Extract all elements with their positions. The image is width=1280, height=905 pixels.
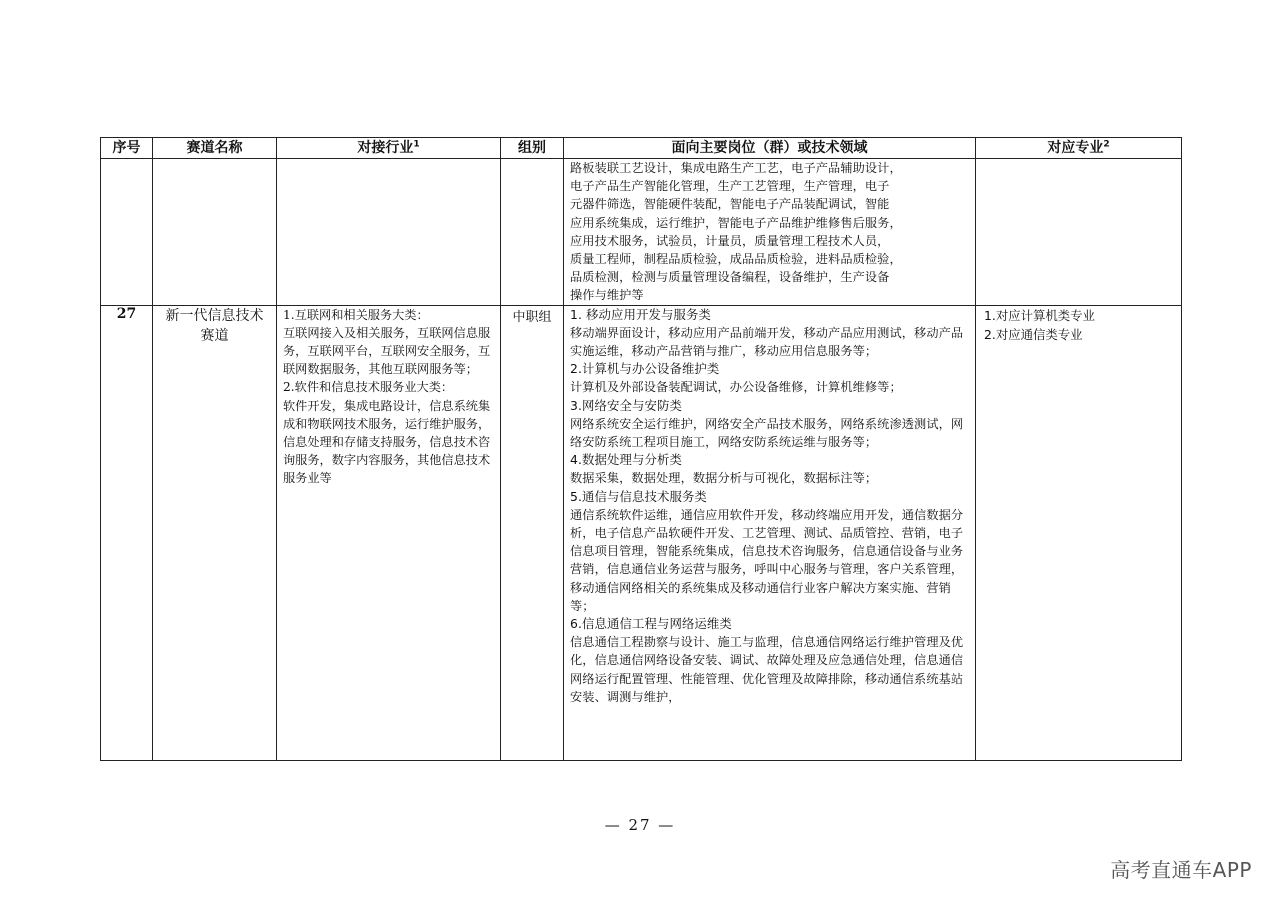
position-group-detail: 信息通信工程勘察与设计、施工与监理，信息通信网络运行维护管理及优化，信息通信网络设备安装、调试、故障处理及应急通信处理，信息通信网络运行配置管理、性能管理、优化管理及故障排除，移动通信系统基站安装、调测与维护， [570, 635, 964, 704]
row2-track-cell [153, 305, 277, 760]
competition-table [100, 137, 1182, 761]
position-group-title: 3.网络安全与安防类 [570, 397, 682, 413]
position-group-title: 4.数据处理与分析类 [570, 452, 682, 468]
row1-positions-text [564, 159, 975, 305]
header-industry-footnote: 1 [413, 139, 420, 150]
position-group-detail: 计算机及外部设备装配调试，办公设备维修，计算机维修等； [570, 380, 902, 395]
header-group: 组别 [501, 138, 564, 159]
row1-industry-cell [277, 159, 501, 306]
positions-line: 品质检测，检测与质量管理设备编程，设备维护，生产设备 [570, 270, 890, 285]
header-major [976, 138, 1182, 159]
position-group-detail: 移动端界面设计，移动应用产品前端开发，移动产品应用测试，移动产品实施运维，移动产品营销与推广，移动应用信息服务等； [570, 325, 964, 359]
positions-line: 操作与维护等 [570, 288, 644, 303]
track-name: 新一代信息技术赛道 [165, 307, 264, 344]
major-list [976, 306, 1181, 344]
row2-seq-cell: 27 [101, 305, 153, 760]
table-row [101, 305, 1182, 760]
header-seq: 序号 [101, 138, 153, 159]
position-group-detail: 网络系统安全运行维护，网络安全产品技术服务，网络系统渗透测试，网络安防系统工程项目施工，网络安防系统运维与服务等； [570, 416, 964, 450]
row1-positions-cell [564, 159, 976, 306]
header-positions: 面向主要岗位（群）或技术领域 [564, 138, 976, 159]
industry-items: 互联网接入及相关服务，互联网信息服务，互联网平台，互联网安全服务，互联网数据服务，其他互联网服务等； [283, 325, 491, 377]
page-number: — 27 — [604, 816, 676, 834]
row1-major-cell [976, 159, 1182, 306]
position-group-title: 6.信息通信工程与网络运维类 [570, 616, 732, 632]
positions-line: 路板装联工艺设计，集成电路生产工艺，电子产品辅助设计， [570, 161, 902, 175]
positions-line: 元器件筛选，智能硬件装配，智能电子产品装配调试，智能 [570, 197, 890, 212]
position-group-title: 1. 移动应用开发与服务类 [570, 306, 711, 322]
header-major-label: 对应专业 [1047, 140, 1104, 156]
industry-items: 软件开发，集成电路设计，信息系统集成和物联网技术服务，运行维护服务，信息处理和存储支持服务，信息技术咨询服务，数字内容服务，其他信息技术服务业等 [283, 398, 491, 486]
row2-positions-text [564, 306, 975, 706]
position-group-detail: 数据采集，数据处理，数据分析与可视化，数据标注等； [570, 471, 878, 486]
header-major-footnote: 2 [1103, 139, 1110, 150]
row1-track-cell [153, 159, 277, 306]
header-industry [277, 138, 501, 159]
position-group-detail: 通信系统软件运维，通信应用软件开发，移动终端应用开发，通信数据分析，电子信息产品软硬件开发、工艺管理、测试、品质管控、营销，电子信息项目管理，智能系统集成，信息技术咨询服务，信息通信设备与业务营销，信息通信业务运营与服务，呼叫中心服务与管理，客户关系管理，移动通信网络相关的系统集成及移动通信行业客户解决方案实施、营销等； [570, 507, 964, 613]
major-item: 2.对应通信类专业 [984, 326, 1083, 342]
positions-line: 电子产品生产智能化管理，生产工艺管理，生产管理，电子 [570, 179, 890, 194]
major-item: 1.对应计算机类专业 [984, 307, 1095, 323]
industry-category: 1.互联网和相关服务大类： [283, 307, 429, 322]
row2-major-cell [976, 305, 1182, 760]
industry-text [277, 306, 500, 488]
row2-group-cell: 中职组 [501, 305, 564, 760]
position-group-title: 5.通信与信息技术服务类 [570, 488, 707, 504]
row1-seq-cell [101, 159, 153, 306]
industry-category: 2.软件和信息技术服务业大类： [283, 380, 454, 395]
positions-line: 质量工程师，制程品质检验，成品品质检验，进料品质检验， [570, 252, 902, 267]
row2-positions-cell [564, 305, 976, 760]
positions-line: 应用技术服务，试验员，计量员，质量管理工程技术人员， [570, 233, 890, 248]
row2-industry-cell [277, 305, 501, 760]
position-group-title: 2.计算机与办公设备维护类 [570, 361, 720, 377]
header-industry-label: 对接行业 [357, 140, 414, 156]
watermark: 高考直通车APP [1110, 858, 1252, 882]
header-track: 赛道名称 [153, 138, 277, 159]
table-header-row [101, 138, 1182, 159]
table-row [101, 159, 1182, 306]
positions-line: 应用系统集成，运行维护，智能电子产品维护维修售后服务， [570, 215, 902, 230]
row1-group-cell [501, 159, 564, 306]
